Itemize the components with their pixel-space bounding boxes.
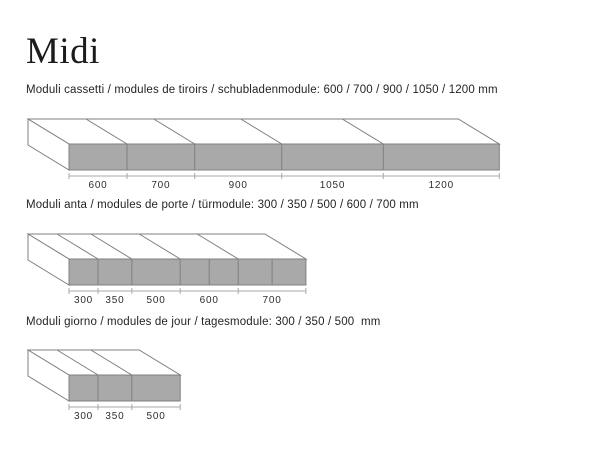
module-slab-drawing — [27, 233, 308, 313]
section-heading-door-modules: Moduli anta / modules de porte / türmodule: 300 / 350 / 500 / 600 / 700 mm — [26, 199, 419, 211]
dimension-line — [69, 173, 499, 179]
slab-top-face — [28, 119, 499, 144]
dimension-label: 600 — [199, 295, 219, 306]
module-slab-drawing — [27, 118, 502, 198]
drawer-modules-diagram — [27, 118, 502, 198]
dimension-label: 300 — [73, 411, 94, 422]
dimension-label: 1200 — [428, 180, 455, 191]
dimension-line — [69, 404, 180, 410]
dimension-label: 900 — [228, 180, 248, 191]
dimension-label: 700 — [262, 295, 282, 306]
slab-front-face — [69, 259, 306, 285]
section-heading-open-modules: Moduli giorno / modules de jour / tagesmodule: 300 / 350 / 500 mm — [26, 316, 381, 328]
slab-front-face — [69, 144, 499, 170]
dimension-label: 1050 — [319, 180, 346, 191]
dimension-label: 350 — [105, 295, 125, 306]
page-title: Midi — [26, 31, 100, 72]
module-slab-drawing — [27, 349, 183, 429]
door-modules-diagram — [27, 233, 308, 313]
section-heading-drawer-modules: Moduli cassetti / modules de tiroirs / schubladenmodule: 600 / 700 / 900 / 1050 / 1200 mm — [26, 84, 498, 96]
dimension-label: 600 — [88, 180, 108, 191]
dimension-line — [69, 288, 306, 294]
slab-front-face — [69, 375, 180, 401]
dimension-label: 500 — [146, 295, 166, 306]
open-modules-diagram — [27, 349, 183, 429]
dimension-label: 350 — [105, 411, 125, 422]
slab-top-face — [28, 234, 306, 259]
dimension-label: 300 — [73, 295, 94, 306]
dimension-label: 700 — [151, 180, 171, 191]
dimension-label: 500 — [146, 411, 166, 422]
